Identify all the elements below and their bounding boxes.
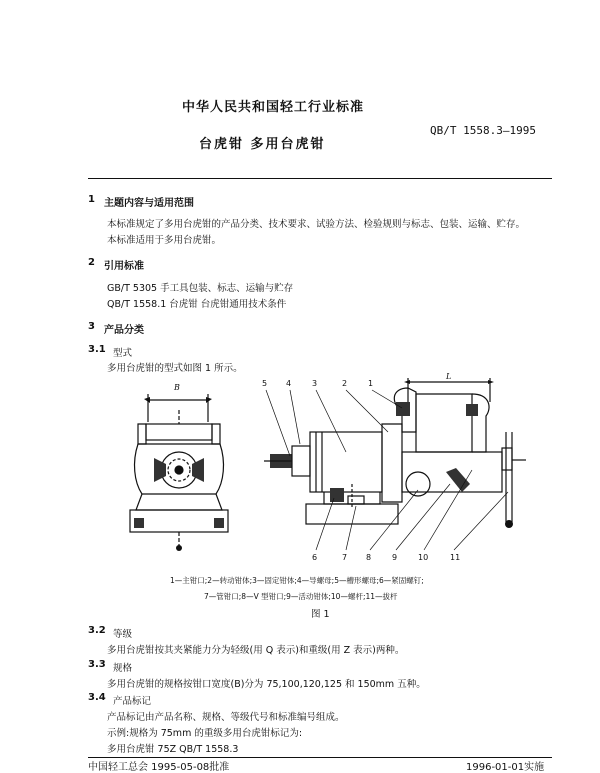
callout-10: 10: [418, 553, 429, 562]
section-3-number: 3: [88, 321, 95, 332]
section-1-heading: 主题内容与适用范围: [104, 198, 194, 209]
callout-5: 5: [262, 379, 268, 388]
callout-11: 11: [450, 553, 461, 562]
dimension-B-label: B: [174, 383, 180, 392]
section-3-heading: 产品分类: [104, 325, 144, 336]
callout-6: 6: [312, 553, 318, 562]
section-3-2-heading: 等级: [113, 629, 133, 640]
vise-front-view: [130, 394, 228, 551]
section-1-para-1: 本标准规定了多用台虎钳的产品分类、技术要求、试验方法、检验规则与标志、包装、运输、贮存。: [107, 219, 526, 230]
reference-2: QB/T 1558.1 台虎钳 台虎钳通用技术条件: [107, 299, 287, 310]
vise-figure: [120, 372, 540, 572]
section-3-1-para: 多用台虎钳的型式如图 1 所示。: [107, 363, 243, 374]
callout-1: 1: [368, 379, 374, 388]
section-3-4-para-3: 多用台虎钳 75Z QB/T 1558.3: [107, 744, 239, 755]
section-3-4-para-2: 示例:规格为 75mm 的重级多用台虎钳标记为:: [107, 728, 303, 739]
section-3-2-para: 多用台虎钳按其夹紧能力分为轻级(用 Q 表示)和重级(用 Z 表示)两种。: [107, 645, 405, 656]
section-1-para-2: 本标准适用于多用台虎钳。: [107, 235, 222, 246]
figure-legend-line-1: 1—主钳口;2—转动钳体;3—固定钳体;4—导螺母;5—槽形螺母;6—紧固螺钉;: [170, 576, 424, 585]
dimension-L-label: L: [446, 372, 452, 381]
standard-category: 中华人民共和国轻工行业标准: [182, 100, 365, 115]
section-3-4-number: 3.4: [88, 692, 106, 703]
callout-3: 3: [312, 379, 318, 388]
callout-7: 7: [342, 553, 348, 562]
section-3-3-para: 多用台虎钳的规格按钳口宽度(B)分为 75,100,120,125 和 150mm 五种。: [107, 679, 426, 690]
callout-4: 4: [286, 379, 292, 388]
section-2-heading: 引用标准: [104, 261, 144, 272]
section-3-4-para-1: 产品标记由产品名称、规格、等级代号和标准编号组成。: [107, 712, 345, 723]
section-3-3-heading: 规格: [113, 663, 133, 674]
standard-code: QB/T 1558.3—1995: [430, 124, 536, 137]
figure-legend-line-2: 7—管钳口;8—V 型钳口;9—活动钳体;10—螺杆;11—拔杆: [204, 592, 398, 601]
effective-date: 1996-01-01实施: [466, 762, 545, 773]
reference-1: GB/T 5305 手工具包装、标志、运输与贮存: [107, 283, 294, 294]
header-rule: [88, 178, 552, 179]
section-3-1-number: 3.1: [88, 344, 106, 355]
callout-8: 8: [366, 553, 372, 562]
section-1-number: 1: [88, 194, 95, 205]
callout-9: 9: [392, 553, 398, 562]
approval-date: 中国轻工总会 1995-05-08批准: [88, 762, 230, 773]
section-3-4-heading: 产品标记: [113, 696, 152, 707]
callout-2: 2: [342, 379, 348, 388]
vise-side-view: [264, 378, 526, 528]
section-3-2-number: 3.2: [88, 625, 106, 636]
page-title: 台虎钳 多用台虎钳: [199, 137, 326, 152]
section-3-3-number: 3.3: [88, 659, 106, 670]
section-2-number: 2: [88, 257, 95, 268]
section-3-1-heading: 型式: [113, 348, 133, 359]
figure-caption: 图 1: [311, 609, 330, 620]
